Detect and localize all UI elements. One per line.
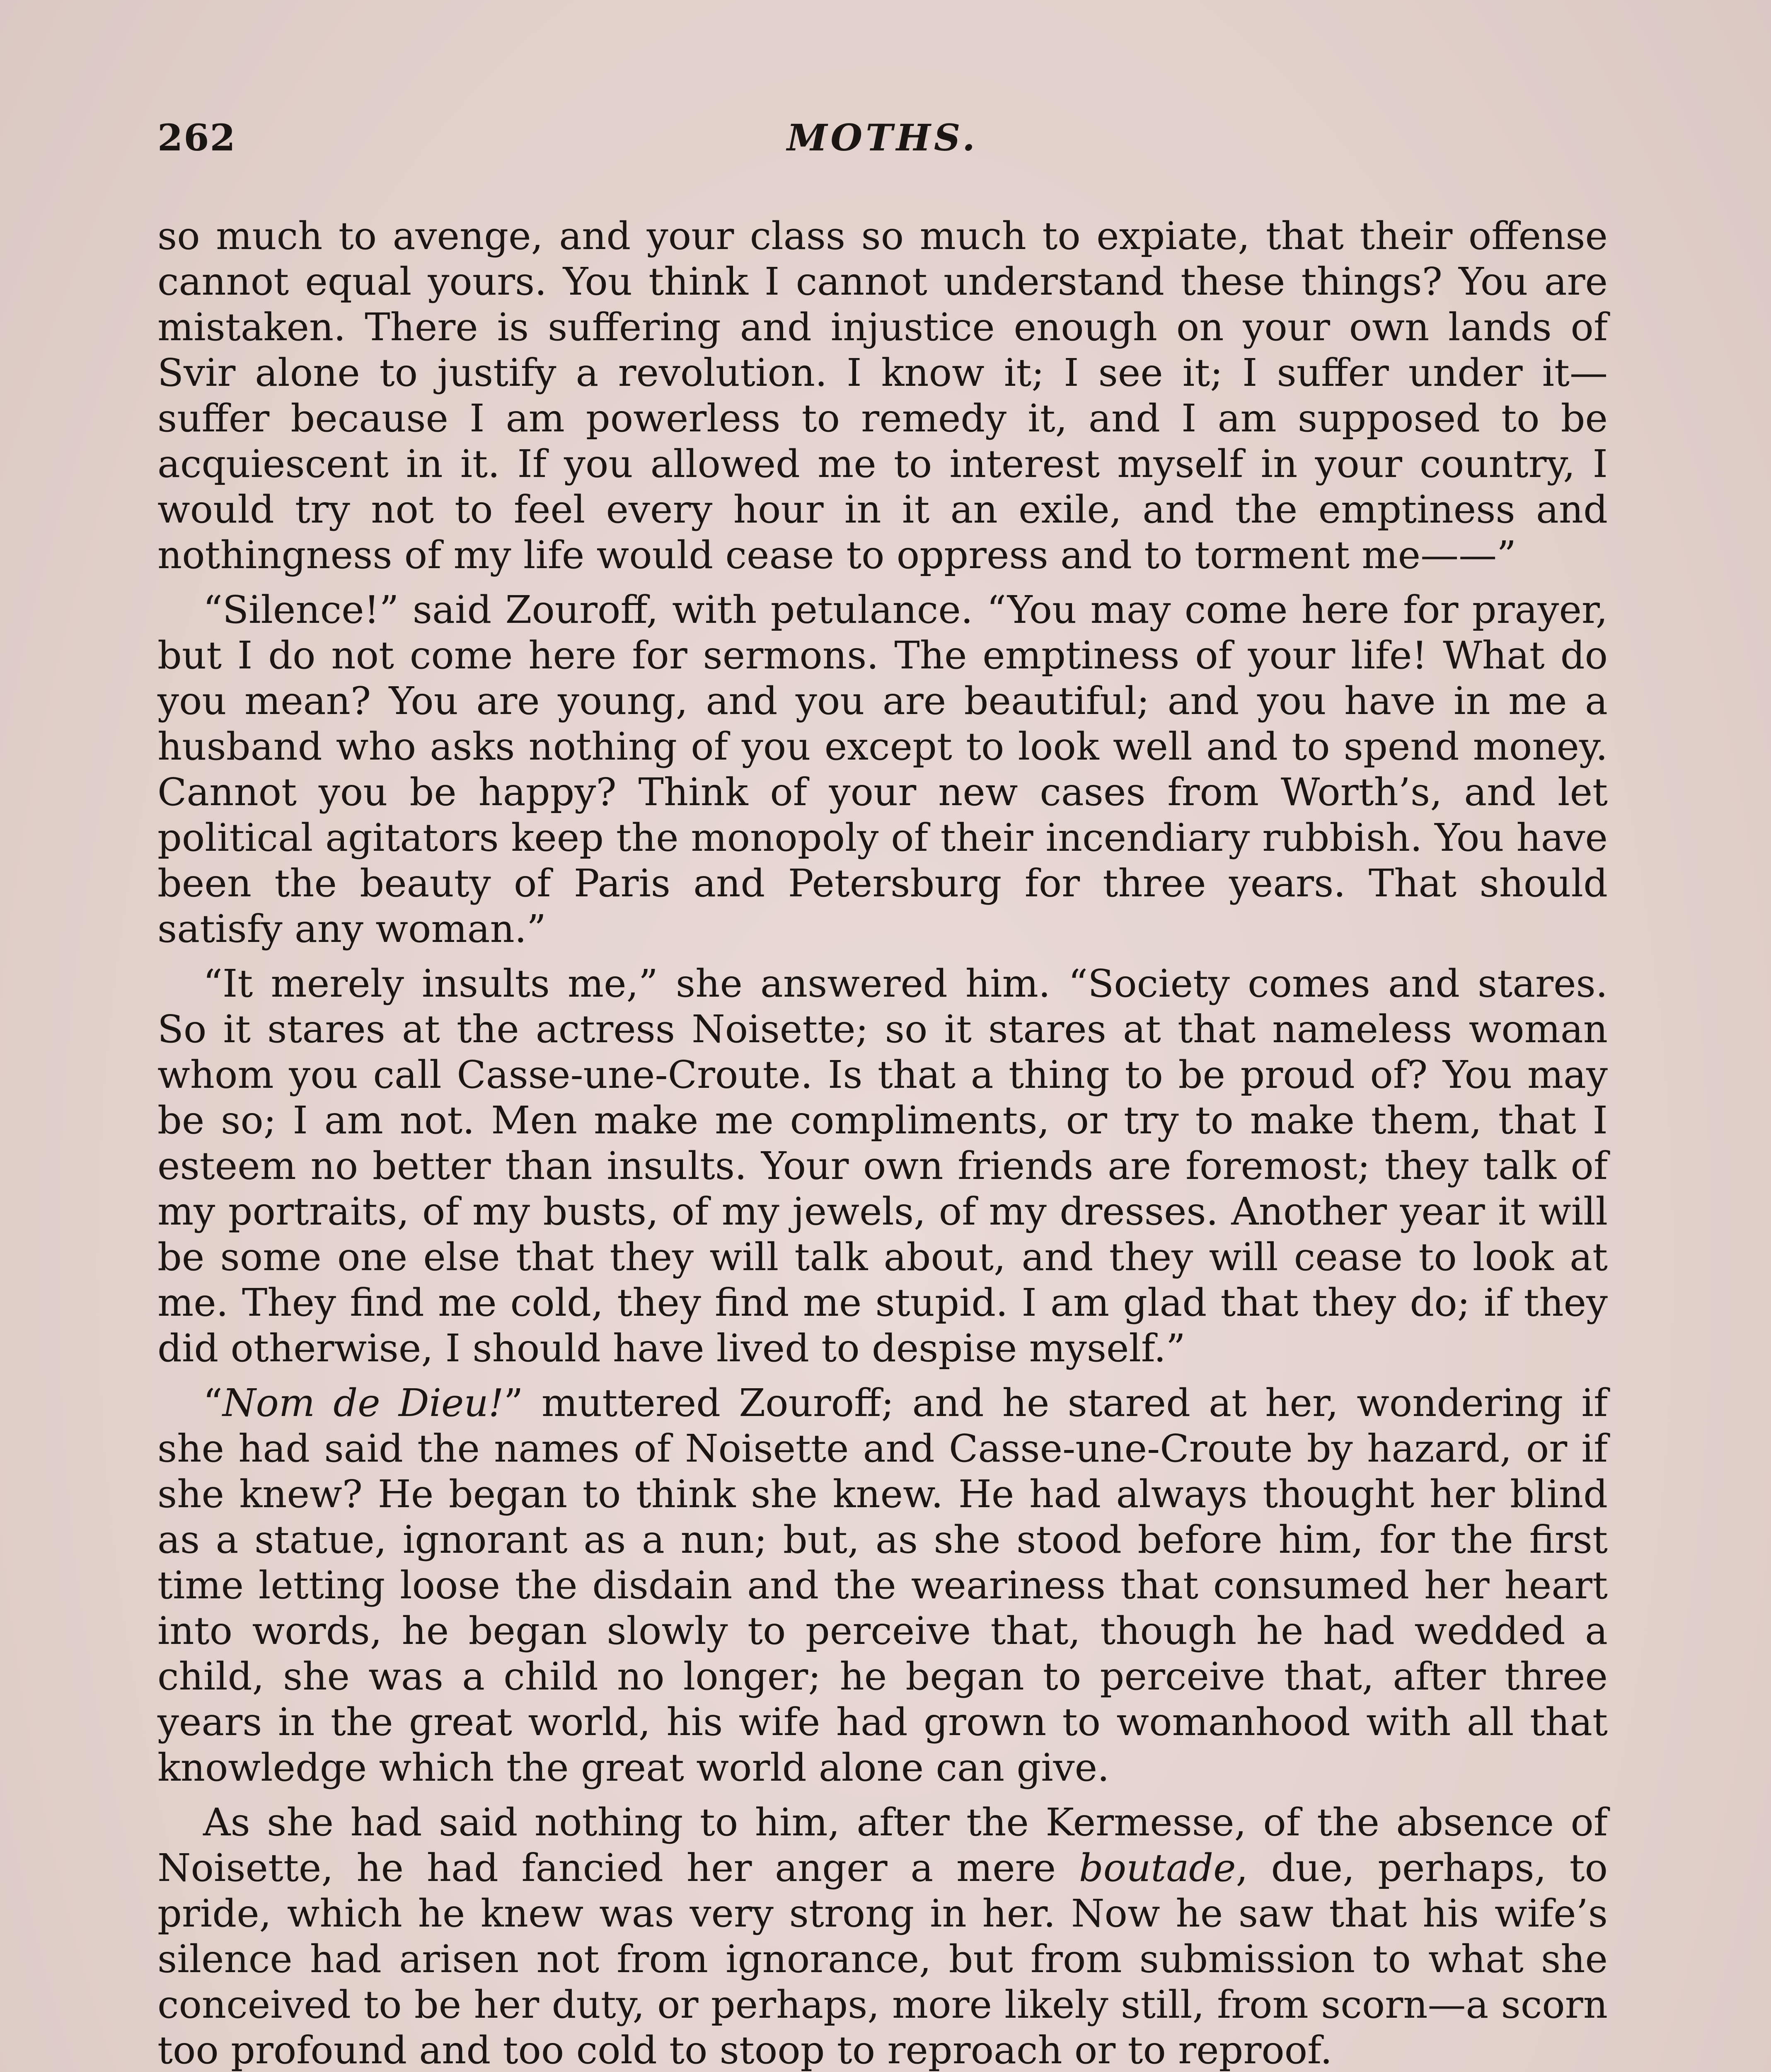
running-head: MOTHS. <box>787 116 978 159</box>
text-run: , due, perhaps, to pride, which he knew was very strong in her. Now he saw that his wife’s silence had arisen not from ignorance, but from submission to what she conceived to be her duty, or perhaps, more likely still, from scorn—a scorn too profound and too cold to stoop to reproach or to reproof. <box>157 1846 1608 2072</box>
text-run: so much to avenge, and your class so much to expiate, that their offense cannot equal yours. You think I cannot understand these things? You are mistaken. There is suffering and injustice enough on your own lands of Svir alone to justify a revolution. I know it; I see it; I suffer under it—suffer because I am powerless to remedy it, and I am supposed to be acquiescent in it. If you allowed me to interest myself in your country, I would try not to feel every hour in it an exile, and the emptiness and nothingness of my life would cease to oppress and to torment me——” <box>157 214 1608 577</box>
text-run: As she had said nothing to him, after the Kermesse, of the absence of Noisette, he had fancied her anger a mere <box>157 1800 1608 1890</box>
body-text <box>157 213 1608 2072</box>
page-number: 262 <box>157 116 236 159</box>
paragraph <box>157 961 1608 1371</box>
text-run: ” muttered Zouroff; and he stared at her, wondering if she had said the names of Noisette and Casse-une-Croute by hazard, or if she knew? He began to think she knew. He had always thought her blind as a statue, ignorant as a nun; but, as she stood before him, for the first time letting loose the disdain and the weariness that consumed her heart into words, he began slowly to perceive that, though he had wedded a child, she was a child no longer; he began to perceive that, after three years in the great world, his wife had grown to womanhood with all that knowledge which the great world alone can give. <box>157 1381 1608 1790</box>
paragraph <box>157 587 1608 952</box>
text-run: “It merely insults me,” she answered him. “Society comes and stares. So it stares at the actress Noisette; so it stares at that nameless woman whom you call Casse-une-Croute. Is that a thing to be proud of? You may be so; I am not. Men make me compliments, or try to make them, that I esteem no better than insults. Your own friends are foremost; they talk of my portraits, of my busts, of my jewels, of my dresses. Another year it will be some one else that they will talk about, and they will cease to look at me. They find me cold, they find me stupid. I am glad that they do; if they did otherwise, I should have lived to despise myself.” <box>157 961 1608 1370</box>
page-header <box>157 116 1608 174</box>
paragraph <box>157 213 1608 578</box>
paragraph <box>157 1800 1608 2072</box>
italic-phrase: boutade <box>1079 1846 1236 1890</box>
text-run: “Silence!” said Zouroff, with petulance. “You may come here for prayer, but I do not come here for sermons. The emptiness of your life! What do you mean? You are young, and you are beautiful; and you have in me a husband who asks nothing of you except to look well and to spend money. Cannot you be happy? Think of your new cases from Worth’s, and let political agitators keep the monopoly of their incendiary rubbish. You have been the beauty of Paris and Petersburg for three years. That should satisfy any woman.” <box>157 588 1608 951</box>
text-run: “ <box>203 1381 223 1425</box>
italic-phrase: Nom de Dieu! <box>223 1381 504 1425</box>
paragraph <box>157 1380 1608 1791</box>
